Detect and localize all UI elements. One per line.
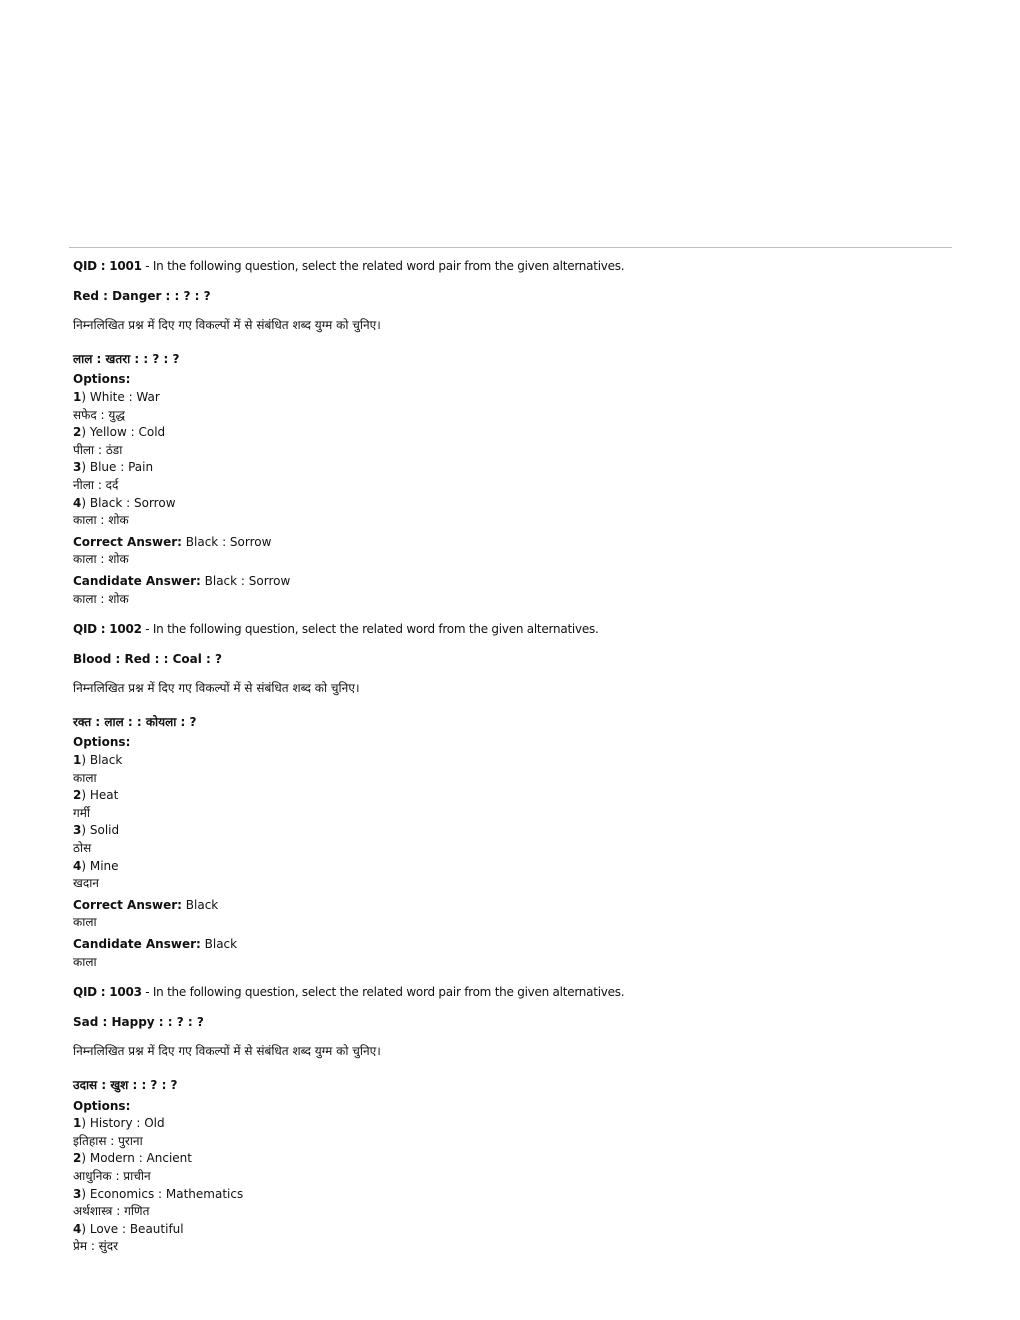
option-text-hi: काला <box>73 770 97 785</box>
candidate-answer <box>73 573 943 591</box>
option-number: 1 <box>73 389 82 404</box>
option-item <box>73 1150 943 1185</box>
question-text-en: Red : Danger : : ? : ? <box>73 288 211 303</box>
option-number: 2 <box>73 788 82 803</box>
option-number: 2 <box>73 1151 82 1166</box>
option-text-hi: गर्मी <box>73 805 91 820</box>
option-text-en: ) Black : Sorrow <box>81 495 176 510</box>
option-item <box>73 424 943 459</box>
candidate-answer-label: Candidate Answer: <box>73 937 201 951</box>
option-text-en: ) Yellow : Cold <box>81 425 166 440</box>
option-text-en: ) Black <box>81 753 123 768</box>
option-text-hi: काला : शोक <box>73 513 129 528</box>
option-text-hi: प्रेम : सुंदर <box>73 1239 119 1254</box>
question-instruction: - In the following question, select the related word pair from the given alternatives. <box>141 985 625 1000</box>
options-label: Options: <box>73 1098 131 1113</box>
question-text-hi: लाल : खतरा : : ? : ? <box>73 351 180 366</box>
option-number: 1 <box>73 1116 82 1131</box>
option-text-en: ) Economics : Mathematics <box>81 1186 244 1201</box>
section-divider <box>69 247 952 248</box>
question-text-hi: रक्त : लाल : : कोयला : ? <box>73 714 197 729</box>
options-label: Options: <box>73 735 131 750</box>
candidate-answer-en: Black : Sorrow <box>200 573 291 588</box>
option-text-en: ) Heat <box>81 788 119 803</box>
question-block-1002 <box>73 621 943 971</box>
option-text-hi: आधुनिक : प्राचीन <box>73 1168 151 1183</box>
correct-answer-hi: काला <box>73 915 97 930</box>
option-text-hi: इतिहास : पुराना <box>73 1133 143 1148</box>
candidate-answer-hi: काला <box>73 954 97 969</box>
correct-answer-label: Correct Answer: <box>73 897 182 912</box>
question-list <box>73 258 943 1256</box>
options-label: Options: <box>73 372 131 387</box>
option-text-en: ) Blue : Pain <box>81 460 154 475</box>
option-number: 3 <box>73 460 82 475</box>
option-text-hi: अर्थशास्त्र : गणित <box>73 1204 150 1219</box>
option-number: 3 <box>73 1186 82 1201</box>
option-number: 4 <box>73 858 82 873</box>
question-header <box>73 984 943 1002</box>
candidate-answer-label: Candidate Answer: <box>73 573 201 588</box>
option-text-hi: नीला : दर्द <box>73 477 119 492</box>
option-item <box>73 752 943 787</box>
option-item <box>73 1186 943 1221</box>
option-text-en: ) Modern : Ancient <box>81 1151 192 1166</box>
qid-label: QID : 1002 <box>73 622 142 637</box>
option-item <box>73 1221 943 1256</box>
option-number: 2 <box>73 425 82 440</box>
option-number: 3 <box>73 823 82 838</box>
option-text-en: ) Mine <box>81 858 119 873</box>
correct-answer-en: Black : Sorrow <box>181 534 272 549</box>
question-instruction-hi: निम्नलिखित प्रश्न में दिए गए विकल्पों में से संबंधित शब्द युग्म को चुनिए। <box>73 318 381 333</box>
qid-label: QID : 1003 <box>73 985 142 1000</box>
candidate-answer <box>73 936 943 954</box>
option-item <box>73 459 943 494</box>
option-text-hi: पीला : ठंडा <box>73 442 123 457</box>
question-text-en: Blood : Red : : Coal : ? <box>73 651 222 666</box>
correct-answer-label: Correct Answer: <box>73 534 182 549</box>
candidate-answer-en: Black <box>200 937 238 951</box>
option-text-hi: सफेद : युद्ध <box>73 407 125 422</box>
correct-answer <box>73 534 943 552</box>
question-instruction-hi: निम्नलिखित प्रश्न में दिए गए विकल्पों में से संबंधित शब्द युग्म को चुनिए। <box>73 1044 381 1059</box>
correct-answer-hi: काला : शोक <box>73 552 129 567</box>
option-number: 4 <box>73 495 82 510</box>
question-instruction: - In the following question, select the related word pair from the given alternatives. <box>141 259 625 273</box>
option-number: 1 <box>73 753 82 768</box>
question-text-hi: उदास : खुश : : ? : ? <box>73 1077 178 1092</box>
question-block-1003 <box>73 984 943 1256</box>
candidate-answer-hi: काला : शोक <box>73 591 129 606</box>
option-item <box>73 858 943 893</box>
correct-answer-en: Black <box>181 897 219 912</box>
option-item <box>73 389 943 424</box>
question-instruction: - In the following question, select the related word from the given alternatives. <box>141 622 599 637</box>
option-text-hi: खदान <box>73 876 99 891</box>
qid-label: QID : 1001 <box>73 259 142 273</box>
option-number: 4 <box>73 1221 82 1236</box>
option-text-en: ) White : War <box>81 389 160 404</box>
correct-answer <box>73 897 943 915</box>
option-item <box>73 822 943 857</box>
question-block-1001 <box>73 258 943 608</box>
question-instruction-hi: निम्नलिखित प्रश्न में दिए गए विकल्पों में से संबंधित शब्द को चुनिए। <box>73 681 360 696</box>
question-header <box>73 621 943 639</box>
option-text-en: ) History : Old <box>81 1116 165 1131</box>
option-item <box>73 787 943 822</box>
question-header <box>73 258 943 276</box>
option-text-en: ) Love : Beautiful <box>81 1221 184 1236</box>
option-text-hi: ठोस <box>73 841 92 856</box>
question-text-en: Sad : Happy : : ? : ? <box>73 1014 204 1029</box>
option-text-en: ) Solid <box>81 823 120 838</box>
option-item <box>73 495 943 530</box>
option-item <box>73 1115 943 1150</box>
